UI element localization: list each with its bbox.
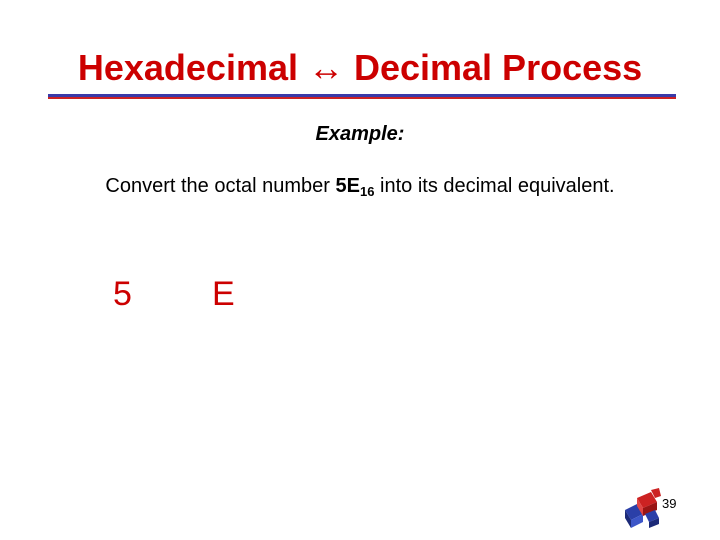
example-label: Example: [315, 123, 405, 145]
slide-title: Hexadecimal ↔ Decimal Process [77, 47, 643, 88]
problem-prefix: Convert the octal number [105, 175, 336, 197]
problem-number: 5E [335, 175, 360, 197]
page-number: 39 [662, 496, 677, 511]
problem-base-subscript: 16 [359, 184, 375, 199]
blocks-logo-icon [621, 488, 663, 530]
hex-digit-2: E [212, 275, 235, 313]
hex-digit-1: 5 [113, 275, 132, 313]
problem-statement [0, 173, 720, 199]
title-underline [48, 94, 676, 99]
problem-suffix: into its decimal equivalent. [374, 175, 615, 197]
title-underline-red [48, 97, 676, 99]
